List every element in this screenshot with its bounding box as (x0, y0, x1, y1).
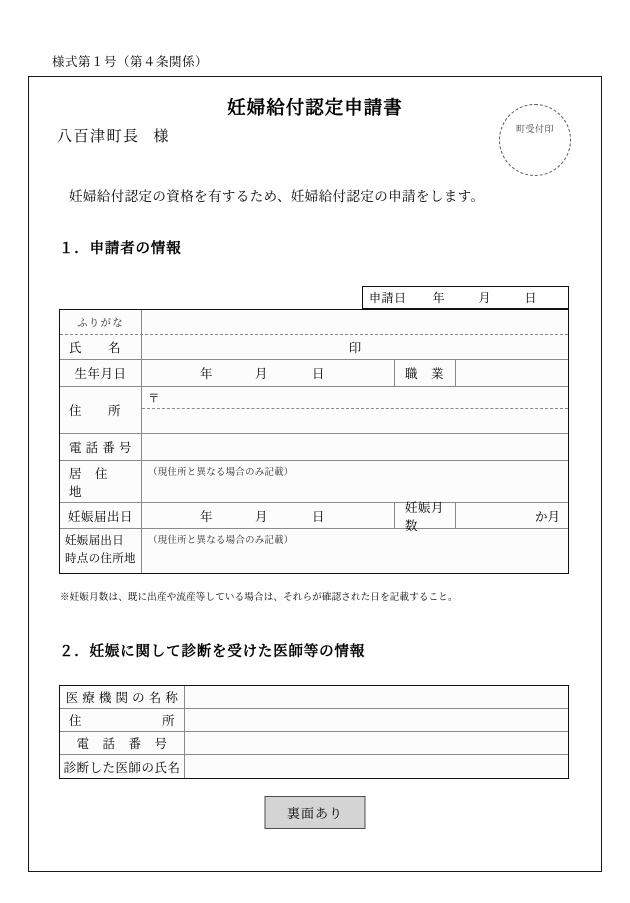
telephone-input[interactable] (142, 434, 568, 460)
pregnancy-notification-date-label: 妊娠届出日 (60, 503, 142, 528)
addressee-honorific: 様 (153, 129, 171, 145)
medical-address-label-part1: 住 (69, 714, 83, 728)
applicant-information-table (59, 309, 569, 574)
section-1-footnote: ※妊娠月数は、既に出産や流産等している場合は、それらが確認された日を記載すること。 (60, 593, 458, 603)
medical-address-input[interactable] (185, 709, 568, 731)
pregnancy-months-input[interactable] (456, 503, 568, 528)
form-number: 様式第１号（第４条関係） (52, 55, 209, 69)
doctor-name-label: 診断した医師の氏名 (60, 755, 185, 778)
pregnancy-notify-day-unit: 日 (312, 509, 326, 524)
medical-telephone-label: 電 話 番 号 (60, 732, 185, 754)
postal-mark-icon: 〒 (148, 393, 160, 405)
furigana-label: ふりがな (60, 310, 142, 334)
application-date-month-unit: 月 (478, 291, 491, 305)
table-row (60, 755, 568, 778)
name-input[interactable] (142, 335, 568, 359)
furigana-input[interactable] (142, 310, 568, 334)
receipt-stamp-circle (499, 104, 571, 176)
back-side-button[interactable]: 裏面あり (265, 796, 366, 829)
table-row (60, 461, 568, 503)
medical-institution-name-input[interactable] (185, 686, 568, 708)
pregnancy-notification-date-input[interactable] (142, 503, 394, 528)
occupation-input[interactable] (456, 360, 568, 386)
pregnancy-notify-year-unit: 年 (200, 509, 214, 524)
notification-address-label-line1: 妊娠届出日 (65, 535, 124, 548)
page-frame (28, 76, 602, 872)
application-date-day-unit: 日 (524, 291, 537, 305)
table-row (60, 686, 568, 709)
table-row (60, 335, 568, 360)
birthdate-year-unit: 年 (200, 367, 214, 381)
receipt-stamp-label: 町受付印 (515, 124, 554, 134)
address-divider (142, 408, 568, 409)
section-1-heading: １．申請者の情報 (59, 241, 182, 257)
addressee (57, 125, 170, 146)
addressee-name: 八百津町長 (57, 129, 140, 145)
table-row (60, 360, 568, 387)
table-row (60, 310, 568, 335)
table-row (60, 387, 568, 434)
table-row (60, 434, 568, 461)
section-2-heading: ２．妊娠に関して診断を受けた医師等の情報 (59, 644, 365, 660)
medical-information-table (59, 685, 569, 779)
birthdate-label: 生年月日 (60, 360, 142, 386)
notification-address-input[interactable] (142, 529, 568, 573)
table-row (60, 732, 568, 755)
residence-note: （現住所と異なる場合のみ記載） (148, 468, 294, 478)
notification-address-label (60, 529, 142, 573)
address-input[interactable] (142, 387, 568, 433)
birthdate-input[interactable] (142, 360, 394, 386)
application-date-label: 申請日 (369, 291, 407, 305)
medical-address-label (60, 709, 185, 731)
address-label: 住 所 (60, 387, 142, 433)
page-title: 妊婦給付認定申請書 (227, 97, 403, 118)
residence-input[interactable] (142, 461, 568, 502)
residence-label: 居 住 地 (60, 461, 142, 502)
application-date-year-unit: 年 (432, 291, 445, 305)
pregnancy-months-label: 妊娠月数 (394, 503, 456, 528)
pregnancy-notify-month-unit: 月 (255, 509, 269, 524)
table-row (60, 709, 568, 732)
medical-address-label-part2: 所 (161, 714, 175, 728)
table-row (60, 500, 568, 533)
notification-address-label-line2: 時点の住所地 (65, 553, 136, 565)
seal-mark: 印 (348, 341, 362, 355)
medical-institution-name-label: 医 療 機 関 の 名 称 (60, 686, 185, 708)
notification-address-note: （現住所と異なる場合のみ記載） (148, 536, 294, 546)
birthdate-day-unit: 日 (312, 367, 326, 381)
occupation-label: 職 業 (394, 360, 456, 386)
telephone-label: 電 話 番 号 (60, 434, 142, 460)
medical-telephone-input[interactable] (185, 732, 568, 754)
birthdate-month-unit: 月 (255, 367, 269, 381)
intro-text: 妊婦給付認定の資格を有するため、妊婦給付認定の申請をします。 (69, 189, 485, 204)
table-row (60, 529, 568, 573)
doctor-name-input[interactable] (185, 755, 568, 778)
pregnancy-months-unit: か月 (534, 509, 560, 524)
application-date-box[interactable] (362, 286, 569, 309)
name-label: 氏 名 (60, 335, 142, 359)
